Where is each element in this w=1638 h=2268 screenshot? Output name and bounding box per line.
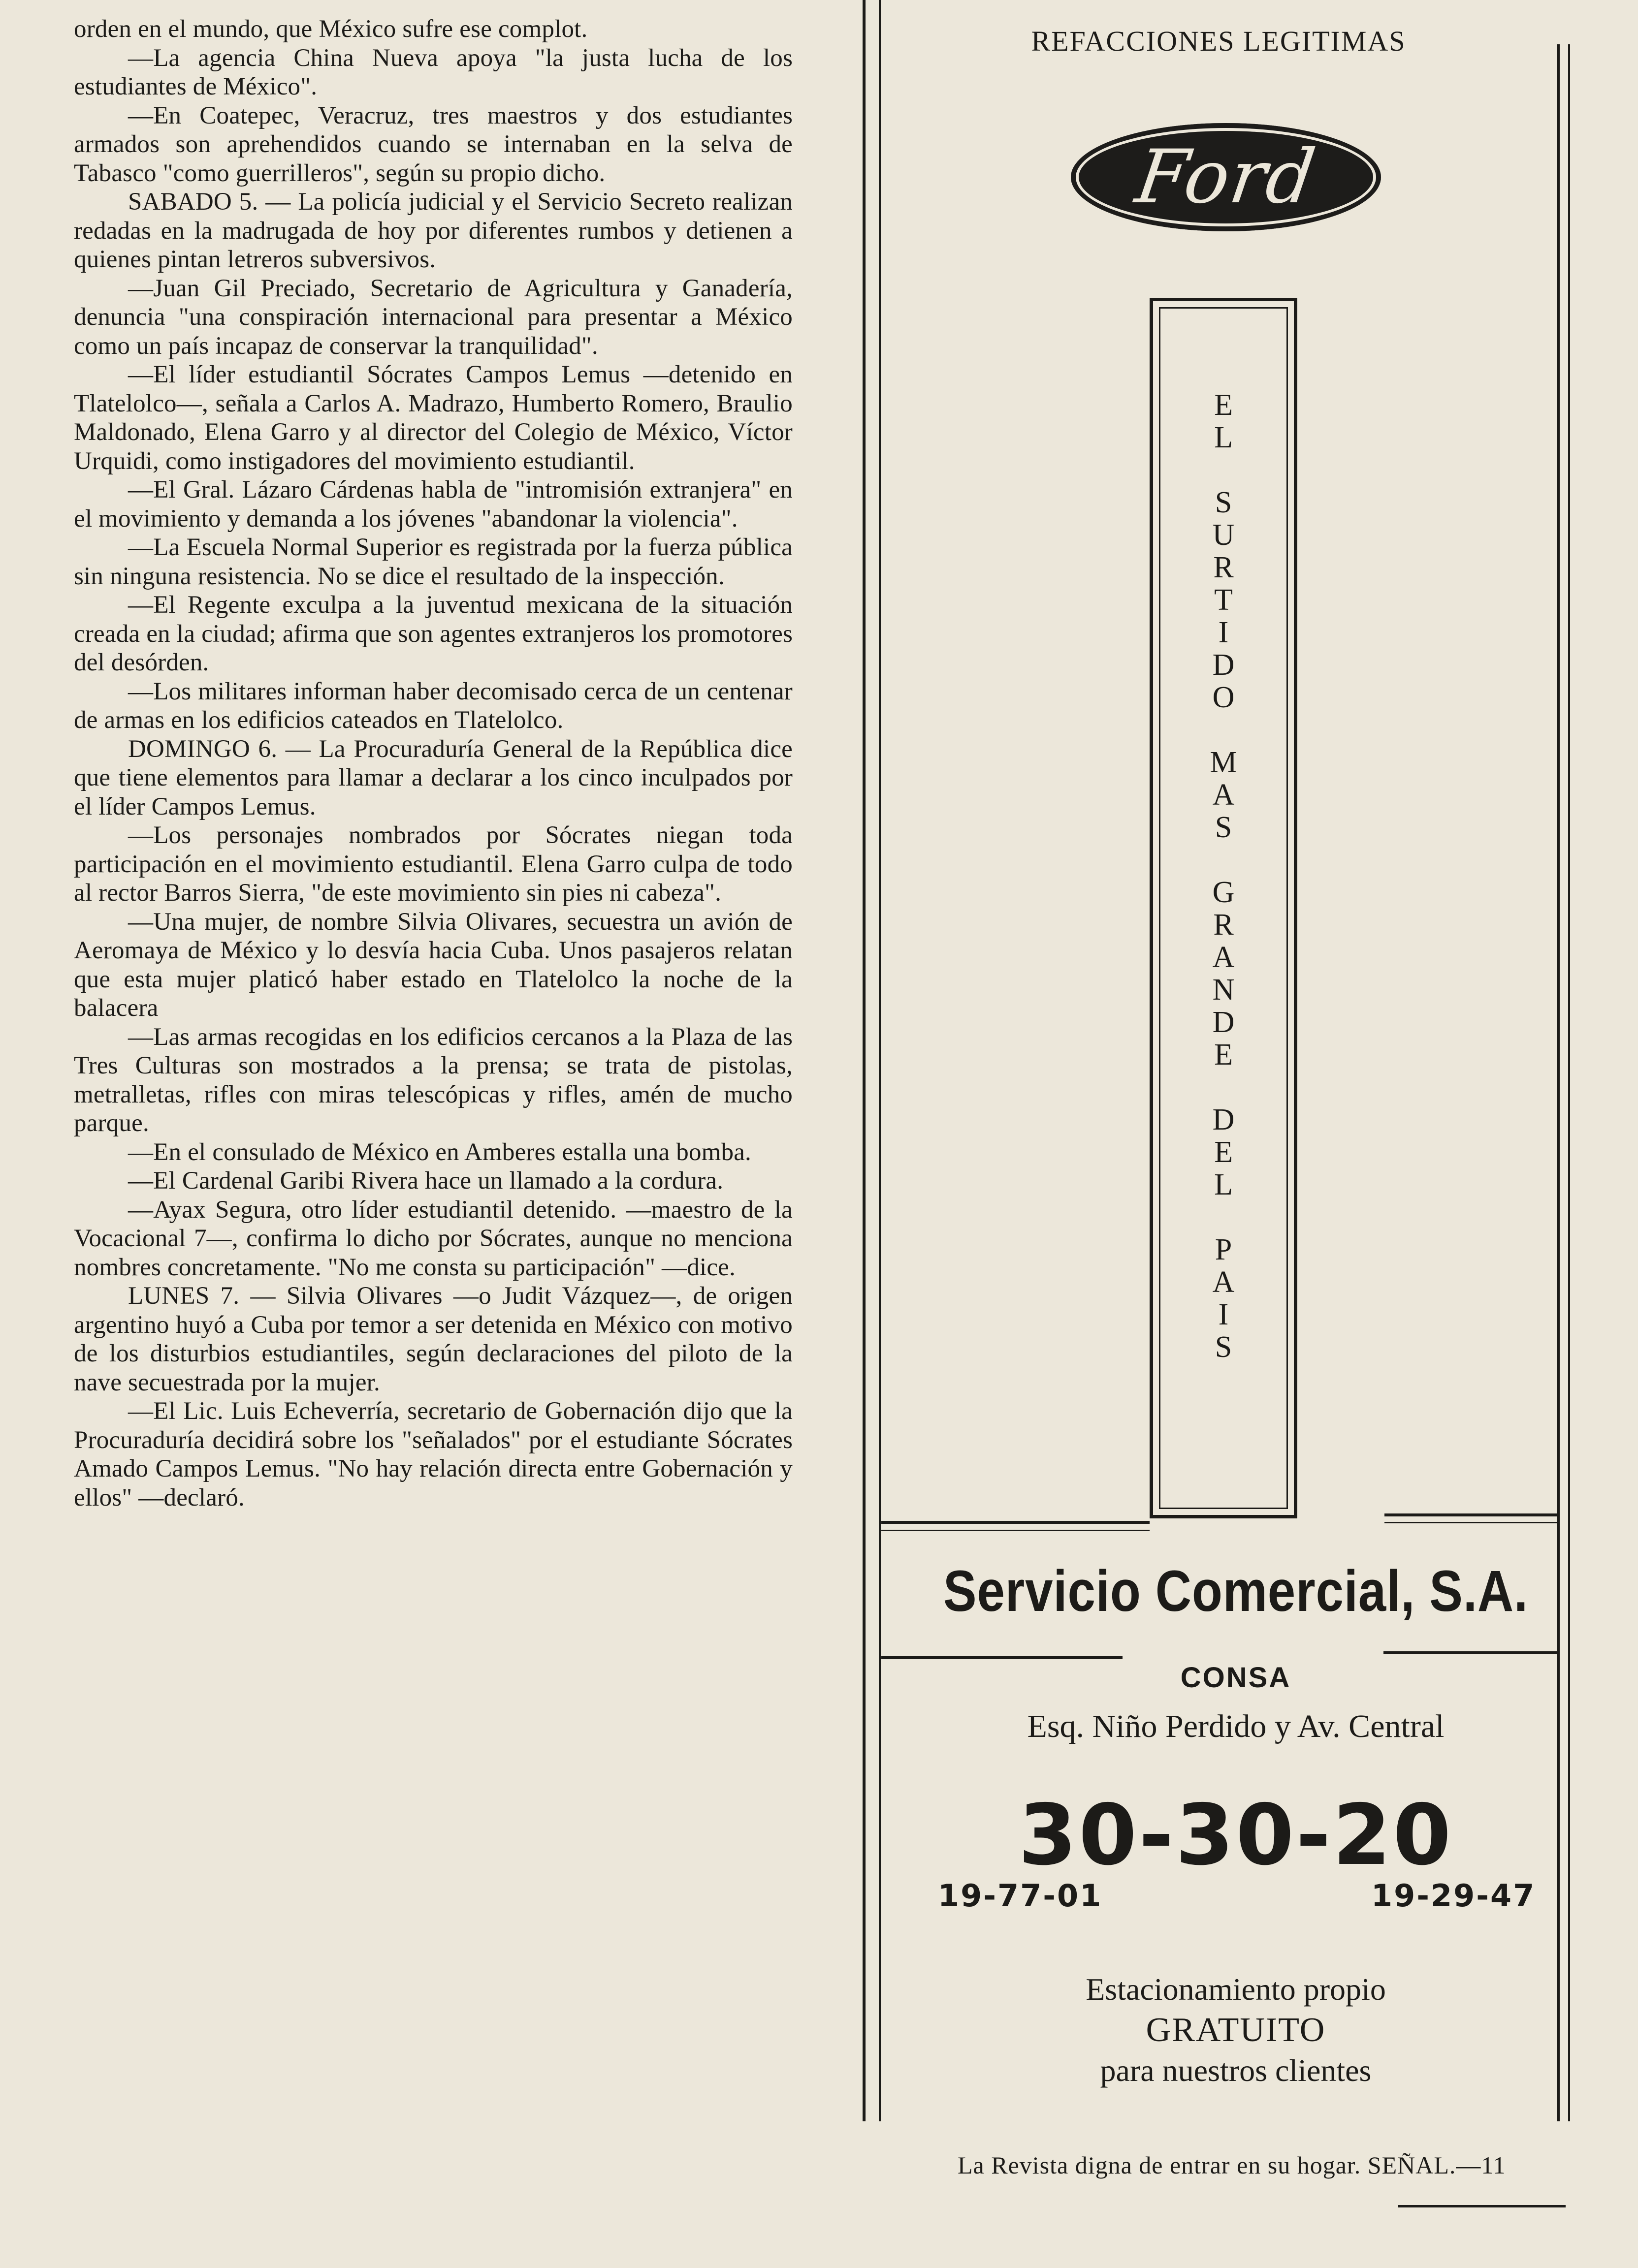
article-paragraph: —Una mujer, de nombre Silvia Olivares, secuestra un avión de Aeromaya de México y lo desvía hacia Cuba. Unos pasajeros relatan que esta mujer platicó haber estado en Tlatelolco la noche de la balacera <box>74 908 793 1022</box>
column-divider <box>863 0 866 2121</box>
ad-separator-right-2 <box>1384 1522 1557 1523</box>
page-footer: La Revista digna de entrar en su hogar. SEÑAL.—11 <box>958 2151 1506 2179</box>
ad-separator-right-3 <box>1383 1651 1557 1654</box>
article-paragraph: —El Gral. Lázaro Cárdenas habla de "intromisión extranjera" en el movimiento y demanda a los jóvenes "abandonar la violencia". <box>74 476 793 533</box>
slogan-word: E L <box>1214 388 1233 454</box>
parking-line-1: Estacionamiento propio <box>1086 1972 1386 2007</box>
article-paragraph: orden en el mundo, que México sufre ese complot. <box>74 15 588 43</box>
article-paragraph: —Juan Gil Preciado, Secretario de Agricultura y Ganadería, denuncia "una conspiración internacional para presentar a México como un país incapaz de conservar la tranquilidad". <box>74 274 793 360</box>
article-paragraph: —En Coatepec, Veracruz, tres maestros y dos estudiantes armados son aprehendidos cuando se internaban en la selva de Tabasco "como guerrilleros", según su propio dicho. <box>74 101 793 187</box>
main-phone-number: 30-30-20 <box>1018 1787 1453 1884</box>
company-acronym: CONSA <box>1180 1662 1291 1694</box>
slogan-word: D E L <box>1212 1103 1235 1201</box>
ad-separator-left-1 <box>881 1521 1150 1524</box>
ad-separator-right-1 <box>1384 1513 1557 1516</box>
footer-rule <box>1398 2205 1566 2207</box>
ad-header: REFACCIONES LEGITIMAS <box>1031 25 1406 57</box>
article-paragraph: —En el consulado de México en Amberes estalla una bomba. <box>128 1138 752 1166</box>
article-paragraph: LUNES 7. — Silvia Olivares —o Judit Vázquez—, de origen argentino huyó a Cuba por temor a ser detenida en México con motivo de los disturbios estudiantiles, según declaraciones del piloto de la nave secuestrada por la mujer. <box>74 1282 793 1396</box>
ad-border-left <box>879 0 881 2121</box>
article-paragraph: —El Lic. Luis Echeverría, secretario de Gobernación dijo que la Procuraduría decidirá sobre los "señalados" por el estudiante Sócrates Amado Campos Lemus. "No hay relación directa entre Gobernación y ellos" —declaró. <box>74 1397 793 1512</box>
company-address: Esq. Niño Perdido y Av. Central <box>1027 1708 1445 1744</box>
ad-separator-left-3 <box>881 1656 1123 1659</box>
parking-line-3: para nuestros clientes <box>1100 2053 1372 2088</box>
company-name: Servicio Comercial, S.A. <box>943 1559 1529 1624</box>
article-paragraph: —Ayax Segura, otro líder estudiantil detenido. —maestro de la Vocacional 7—, confirma lo dicho por Sócrates, aunque no menciona nombres concretamente. "No me consta su participación" —dice. <box>74 1196 793 1281</box>
ford-logo-text: Ford <box>1130 134 1321 220</box>
article-paragraph: —Los militares informan haber decomisado cerca de un centenar de armas en los edificios cateados en Tlatelolco. <box>74 677 793 734</box>
slogan-word: P A I S <box>1212 1233 1235 1364</box>
article-paragraph: —La Escuela Normal Superior es registrada por la fuerza pública sin ninguna resistencia. No se dice el resultado de la inspección. <box>74 534 793 590</box>
news-chronology-column <box>74 15 793 1512</box>
phone-number-left: 19-77-01 <box>938 1878 1103 1914</box>
article-paragraph: DOMINGO 6. — La Procuraduría General de la República dice que tiene elementos para llamar a declarar a los cinco inculpados por el líder Campos Lemus. <box>74 735 793 820</box>
article-paragraph: SABADO 5. — La policía judicial y el Servicio Secreto realizan redadas en la madrugada de hoy por diferentes rumbos y detienen a quienes pintan letreros subversivos. <box>74 188 793 273</box>
article-paragraph: —Las armas recogidas en los edificios cercanos a la Plaza de las Tres Culturas son mostrados a la prensa; se trata de pistolas, metralletas, rifles con miras telescópicas y rifles, amén de mucho parque. <box>74 1023 793 1137</box>
ad-separator-left-2 <box>881 1530 1150 1531</box>
parking-line-2: GRATUITO <box>1146 2011 1326 2049</box>
article-paragraph: —El líder estudiantil Sócrates Campos Lemus —detenido en Tlatelolco—, señala a Carlos A. Madrazo, Humberto Romero, Braulio Maldonado, Elena Garro y al director del Colegio de México, Víctor Urquidi, como instigadores del movimiento estudiantil. <box>74 361 793 475</box>
vertical-slogan <box>1150 389 1297 1363</box>
ford-logo <box>1071 123 1381 231</box>
article-paragraph: —Los personajes nombrados por Sócrates niegan toda participación en el movimiento estudiantil. Elena Garro culpa de todo al rector Barros Sierra, "de este movimiento sin pies ni cabeza". <box>74 821 793 907</box>
slogan-word: M A S <box>1210 746 1237 844</box>
article-paragraph: —La agencia China Nueva apoya "la justa lucha de los estudiantes de México". <box>74 44 793 100</box>
slogan-word: S U R T I D O <box>1212 486 1235 714</box>
slogan-word: G R A N D E <box>1212 876 1235 1071</box>
article-paragraph: —El Regente exculpa a la juventud mexicana de la situación creada en la ciudad; afirma que son agentes extranjeros los promotores del desórden. <box>74 591 793 676</box>
phone-number-right: 19-29-47 <box>1371 1878 1536 1914</box>
article-paragraph: —El Cardenal Garibi Rivera hace un llamado a la cordura. <box>128 1167 724 1195</box>
